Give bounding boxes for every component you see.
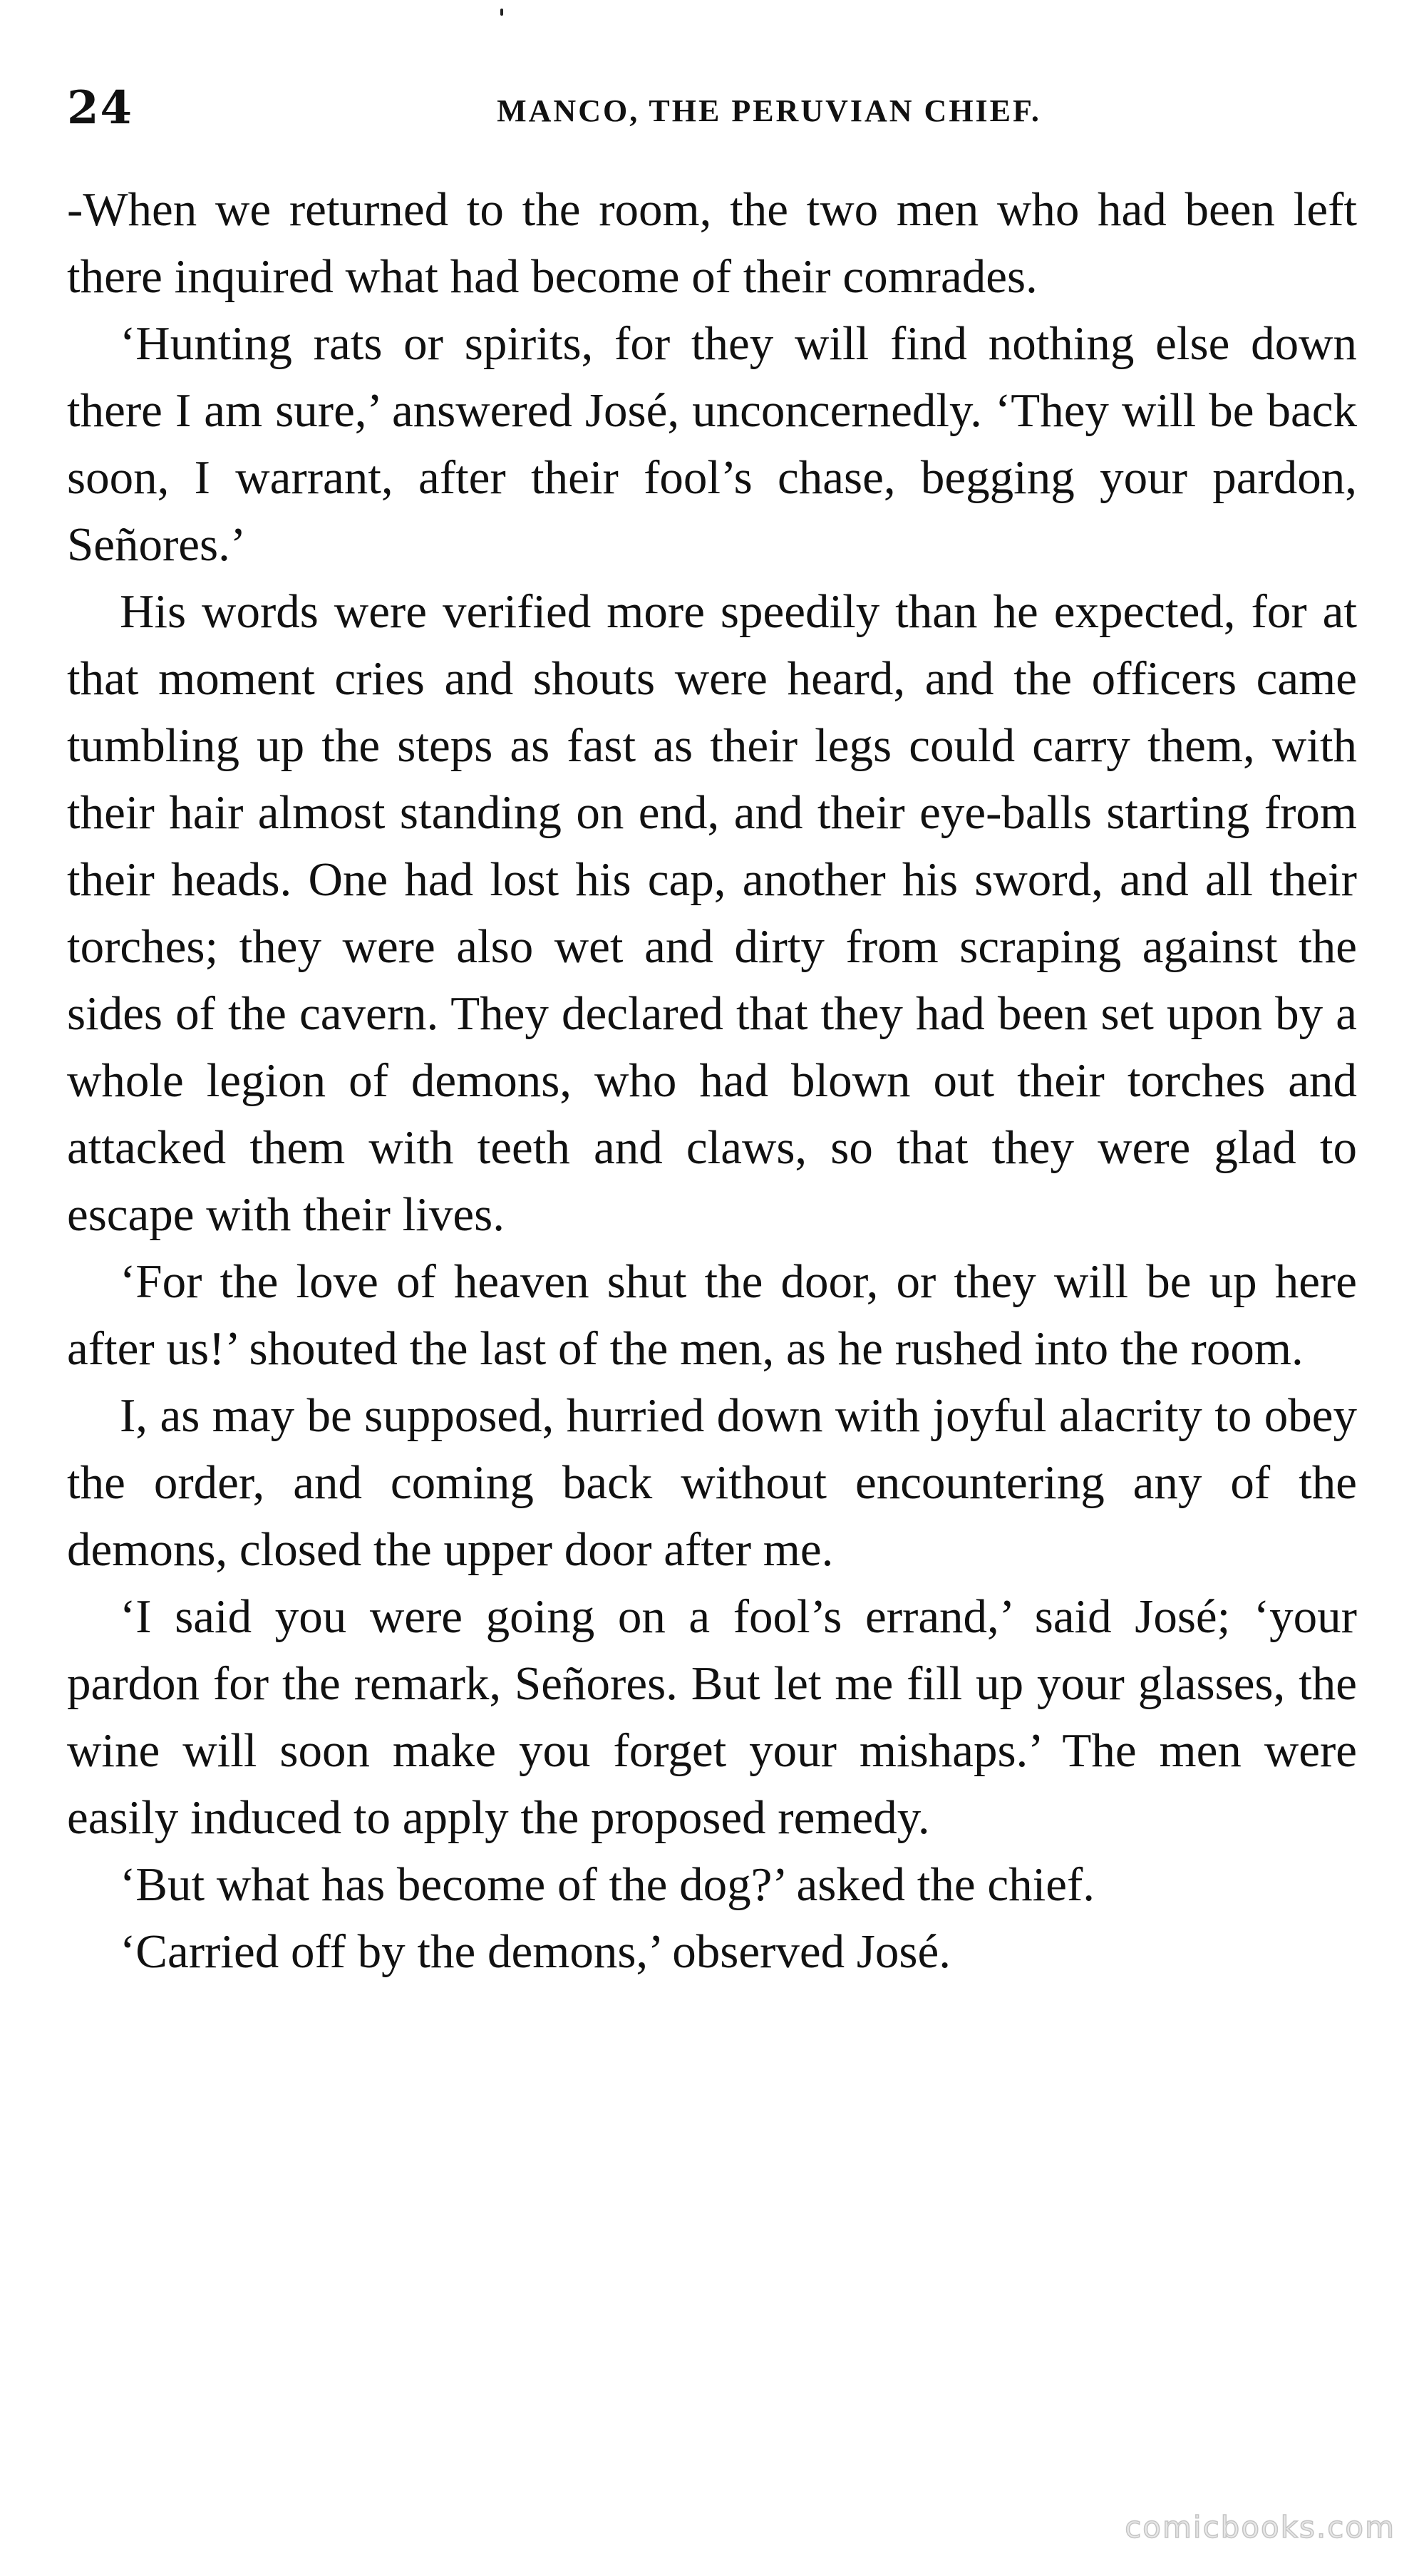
body-text <box>67 176 1357 1985</box>
paragraph: ‘For the love of heaven shut the door, or they will be up here after us!’ shouted the last of the men, as he rushed into the room. <box>67 1255 1357 1375</box>
print-mark <box>500 9 503 16</box>
watermark: comicbooks.com <box>1125 2510 1395 2545</box>
paragraph: ‘Carried off by the demons,’ observed José. <box>120 1925 951 1978</box>
page-header <box>67 80 1357 144</box>
running-title: MANCO, THE PERUVIAN CHIEF. <box>497 93 1041 128</box>
page-number: 24 <box>67 81 134 135</box>
paragraph: ‘I said you were going on a fool’s errand,’ said José; ‘your pardon for the remark, Señores. But let me fill up your glasses, the wine will soon make you forget your mishaps.’ The men were easily induced to apply the proposed remedy. <box>67 1590 1357 1844</box>
paragraph: -When we returned to the room, the two men who had been left there inquired what had become of their comrades. <box>67 183 1357 303</box>
paragraph: His words were verified more speedily than he expected, for at that moment cries and shouts were heard, and the officers came tumbling up the steps as fast as their legs could carry them, with their hair almost standing on end, and their eye-balls starting from their heads. One had lost his cap, another his sword, and all their torches; they were also wet and dirty from scraping against the sides of the cavern. They declared that they had been set upon by a whole legion of demons, who had blown out their torches and attacked them with teeth and claws, so that they were glad to escape with their lives. <box>67 585 1357 1241</box>
paragraph: ‘But what has become of the dog?’ asked the chief. <box>120 1858 1095 1911</box>
paragraph: I, as may be supposed, hurried down with joyful alacrity to obey the order, and coming back without encountering any of the demons, closed the upper door after me. <box>67 1389 1357 1576</box>
paragraph: ‘Hunting rats or spirits, for they will find nothing else down there I am sure,’ answered José, unconcernedly. ‘They will be back soon, I warrant, after their fool’s chase, begging your pardon, Señores.’ <box>67 317 1357 571</box>
